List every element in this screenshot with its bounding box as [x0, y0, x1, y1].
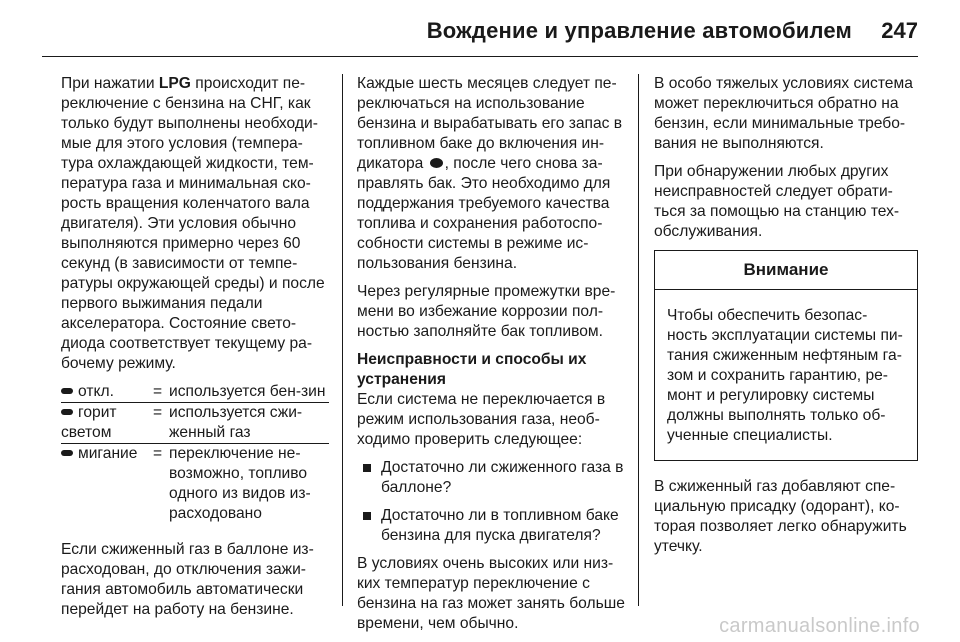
status-equals: = [153, 383, 163, 400]
list-item-text: Достаточно ли в топливном баке бензина для пуска двигателя? [381, 507, 619, 544]
status-meaning: используется бен-зин [169, 383, 326, 400]
led-icon [61, 388, 73, 394]
outro-paragraph: Если сжиженный газ в баллоне из-расходован, до отключения зажи-гания автомобиль автоматически перейдет на работу на бензине. [61, 541, 314, 618]
led-icon [61, 450, 73, 456]
status-state: откл. [78, 383, 114, 400]
led-icon [61, 409, 73, 415]
warning-title: Внимание [655, 251, 917, 290]
watermark: carmanualsonline.info [719, 615, 920, 637]
fallback-paragraph: В особо тяжелых условиях система может переключиться обратно на бензин, если минимальные требо-вания не выполняются. [654, 75, 913, 152]
page-header-title: Вождение и управление автомобилем [426, 18, 852, 43]
troubleshoot-intro: Если система не переключается в режим использования газа, необ-ходимо проверить следующее: [357, 391, 606, 448]
header-rule [42, 56, 918, 57]
intro-text: происходит пе-реключение с бензина на СНГ, как только будут выполнены необходи-мые для этого условия (темпера-тура охлаждающей жидкости, тем-пература газа и минимальная ско-рость вращения коленчатого вала двигателя). Эти условия обычно выполняются примерно через 60 секунд (в зависимости от темпе-ратуры окружающей среды) и после первого выжимания педали акселератора. Состояние свето-диода соответствует текущему ра-бочему режиму. [61, 75, 325, 372]
checklist [357, 458, 625, 546]
service-paragraph: При обнаружении любых других неисправностей следует обрати-ться за помощью на станцию тех-обслуживания. [654, 163, 900, 240]
temperature-paragraph: В условиях очень высоких или низ-ких температур переключение с бензина на газ может занять больше времени, чем обычно. [357, 555, 625, 632]
status-row [61, 382, 329, 402]
bullet-square-icon [363, 512, 371, 520]
status-equals: = [153, 404, 163, 421]
column-divider [342, 74, 343, 606]
status-state: горит светом [61, 404, 117, 441]
page-number: 247 [881, 18, 918, 43]
warning-box [654, 250, 918, 461]
status-state-cell [61, 382, 153, 402]
column-divider [638, 74, 639, 606]
intro-prefix: При нажатии [61, 75, 159, 92]
status-meaning: используется сжи-женный газ [169, 404, 303, 441]
text-column-3 [654, 74, 922, 565]
led-status-table [61, 382, 329, 524]
list-item [357, 458, 625, 498]
odorant-paragraph: В сжиженный газ добавляют спе-циальную присадку (одорант), ко-торая позволяет легко обнаружить утечку. [654, 478, 907, 555]
lpg-button-label: LPG [158, 75, 191, 92]
status-state-cell [61, 444, 153, 524]
warning-text: Чтобы обеспечить безопас-ность эксплуатации системы пи-тания сжиженным нефтяным га-зом и сохранить гарантию, ре-монт и регулировку системы должны выполнять только об-ученные специалисты. [667, 307, 903, 444]
list-item [357, 506, 625, 546]
paragraph-text: , после чего снова за-правлять бак. Это необходимо для поддержания требуемого качества топлива и сохранения работоспо-собности системы в режиме ис-пользования бензина. [357, 155, 611, 272]
status-equals: = [153, 445, 163, 462]
text-column-2 [357, 74, 625, 642]
list-item-text: Достаточно ли сжиженного газа в баллоне? [381, 459, 624, 496]
status-row [61, 443, 329, 524]
paragraph-text: Каждые шесть месяцев следует пе-реключаться на использование бензина и вырабатывать его запас в топливном баке до включения ин-дикатора [357, 75, 623, 172]
fuel-rotation-paragraph [357, 74, 625, 274]
led-dot-icon [430, 158, 443, 168]
bullet-square-icon [363, 464, 371, 472]
status-row [61, 402, 329, 443]
corrosion-paragraph: Через регулярные промежутки вре-мени во избежание коррозии пол-ностью заполняйте бак топливом. [357, 283, 616, 340]
status-meaning: переключение не-возможно, топливо одного из видов из-расходовано [169, 445, 311, 522]
intro-paragraph [61, 74, 329, 374]
text-column-1 [61, 74, 329, 628]
status-state: мигание [78, 445, 138, 462]
status-state-cell [61, 403, 153, 443]
section-heading: Неисправности и способы их устранения [357, 351, 587, 388]
